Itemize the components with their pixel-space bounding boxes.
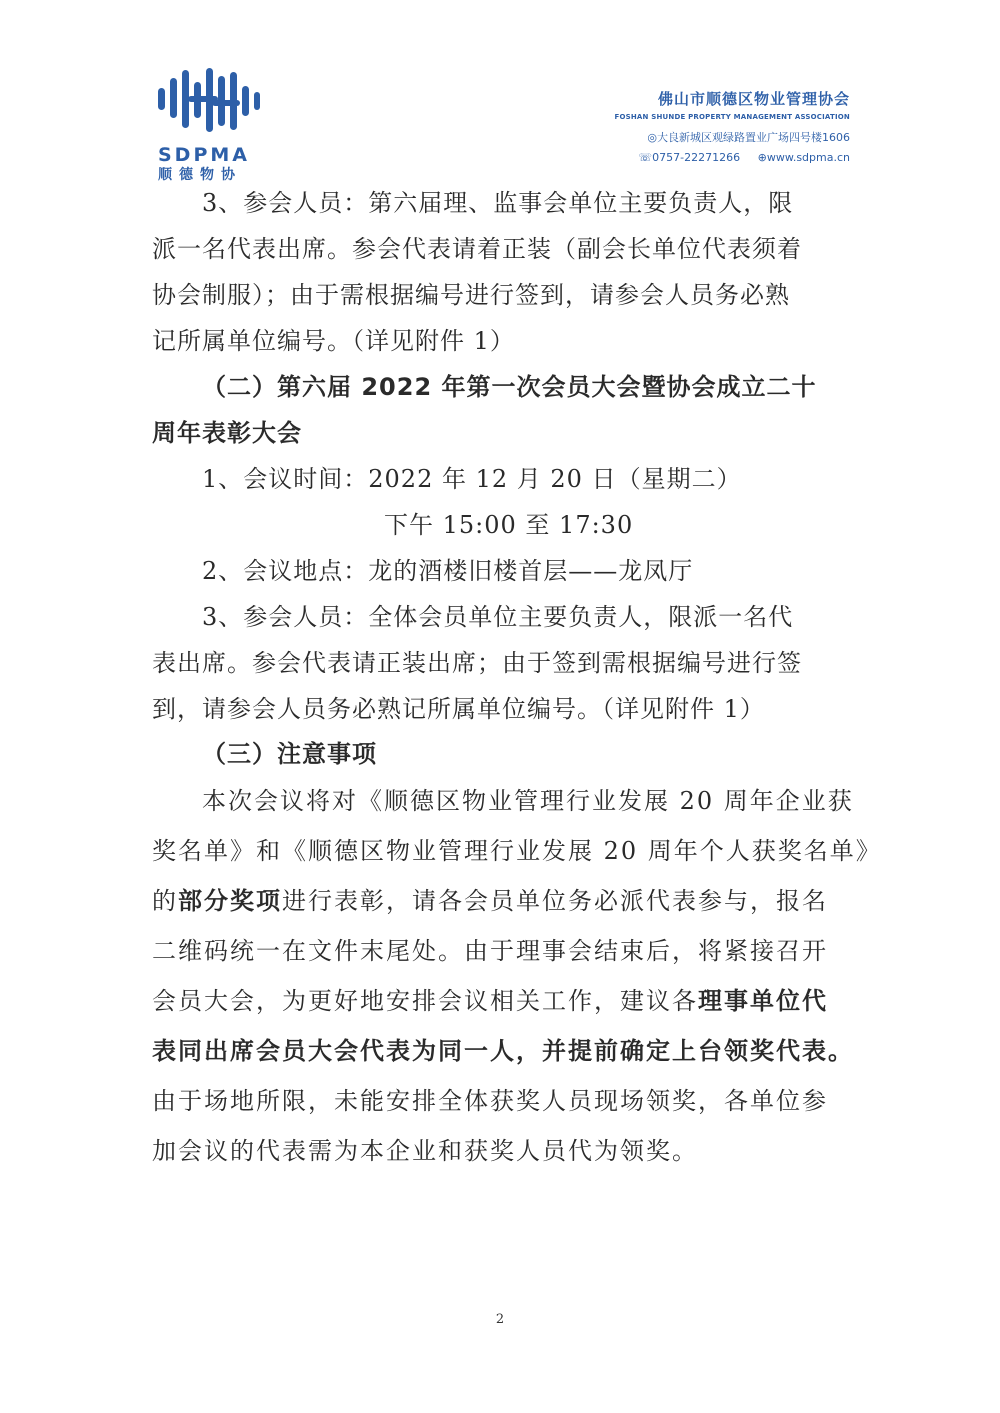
notes-text: 的 bbox=[152, 887, 178, 915]
org-name: 佛山市顺德区物业管理协会 bbox=[657, 90, 850, 108]
notes-line-2: 奖名单》和《顺德区物业管理行业发展 20 周年个人获奖名单》 bbox=[152, 837, 882, 865]
logo-chinese-name: 顺德物协 bbox=[158, 167, 242, 183]
notes-line-5 bbox=[152, 976, 852, 1026]
meeting-time: 1、会议时间：2022 年 12 月 20 日（星期二） bbox=[202, 465, 742, 493]
notes-bold-text: 理事单位代 bbox=[698, 987, 828, 1015]
org-address: ◎大良新城区观绿路置业广场四号楼1606 bbox=[647, 131, 850, 144]
notes-text: 进行表彰，请各会员单位务必派代表参与，报名 bbox=[282, 887, 828, 915]
org-phone: ☏0757-22271266 bbox=[638, 151, 741, 164]
notes-line-3 bbox=[152, 876, 852, 926]
notes-line-8: 加会议的代表需为本企业和获奖人员代为领奖。 bbox=[152, 1137, 698, 1165]
logo-wordmark: SDPMA bbox=[158, 144, 250, 166]
attendees2-line-2: 表出席。参会代表请正装出席；由于签到需根据编号进行签 bbox=[152, 649, 802, 677]
notes-line-1: 本次会议将对《顺德区物业管理行业发展 20 周年企业获 bbox=[202, 787, 854, 815]
attendees-line-2: 派一名代表出席。参会代表请着正装（副会长单位代表须着 bbox=[152, 235, 802, 263]
attendees-line-1: 3、参会人员：第六届理、监事会单位主要负责人，限 bbox=[202, 189, 794, 217]
attendees2-line-3: 到，请参会人员务必熟记所属单位编号。（详见附件 1） bbox=[152, 695, 765, 723]
page-number: 2 bbox=[495, 1312, 505, 1327]
notes-text: 会员大会，为更好地安排会议相关工作，建议各 bbox=[152, 987, 698, 1015]
attendees2-line-1: 3、参会人员：全体会员单位主要负责人，限派一名代 bbox=[202, 603, 794, 631]
section-heading-3: （三）注意事项 bbox=[202, 740, 377, 768]
meeting-time-range: 下午 15:00 至 17:30 bbox=[384, 511, 634, 539]
org-website: ⊕www.sdpma.cn bbox=[757, 151, 850, 164]
org-name-en: FOSHAN SHUNDE PROPERTY MANAGEMENT ASSOCIATION bbox=[614, 113, 850, 121]
document-body bbox=[152, 180, 882, 1176]
notes-line-6 bbox=[152, 1026, 852, 1076]
section-heading-2-cont: 周年表彰大会 bbox=[152, 419, 302, 447]
notes-line-4: 二维码统一在文件末尾处。由于理事会结束后，将紧接召开 bbox=[152, 937, 828, 965]
meeting-place: 2、会议地点：龙的酒楼旧楼首层——龙凤厅 bbox=[202, 557, 694, 585]
attendees-line-4: 记所属单位编号。（详见附件 1） bbox=[152, 327, 515, 355]
notes-bold-text: 部分奖项 bbox=[178, 887, 282, 915]
notes-line-7: 由于场地所限，未能安排全体获奖人员现场领奖，各单位参 bbox=[152, 1087, 828, 1115]
section-heading-2: （二）第六届 2022 年第一次会员大会暨协会成立二十 bbox=[202, 373, 817, 401]
org-contact bbox=[614, 151, 850, 164]
attendees-line-3: 协会制服）；由于需根据编号进行签到，请参会人员务必熟 bbox=[152, 281, 790, 309]
notes-bold-text: 表同出席会员大会代表为同一人，并提前确定上台领奖代表。 bbox=[152, 1037, 854, 1065]
letterhead-info bbox=[614, 88, 850, 164]
